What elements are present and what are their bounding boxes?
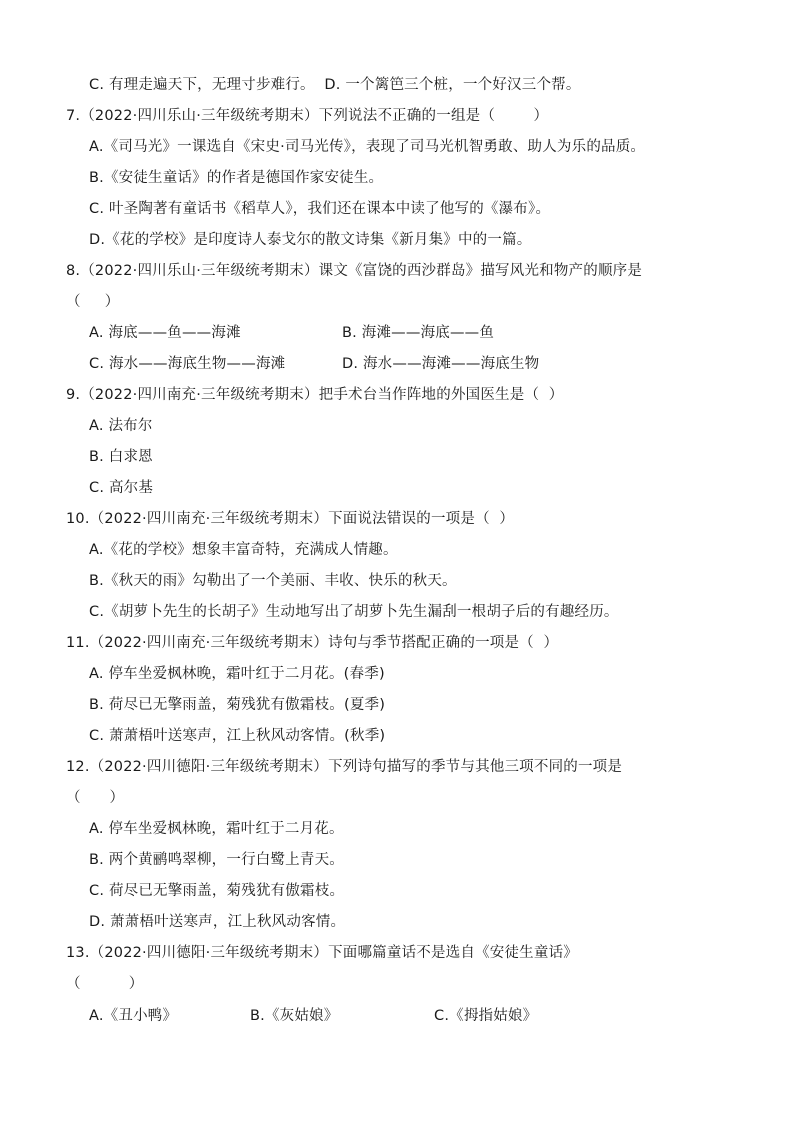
q8-stem: 8.（2022·四川乐山·三年级统考期末）课文《富饶的西沙群岛》描写风光和物产的顺序是	[66, 263, 643, 279]
q7-option-b: B.《安徒生童话》的作者是德国作家安徒生。	[89, 170, 384, 186]
q10-option-a: A.《花的学校》想象丰富奇特，充满成人情趣。	[89, 542, 398, 558]
q7-option-a: A.《司马光》一课选自《宋史·司马光传》，表现了司马光机智勇敢、助人为乐的品质。	[89, 139, 646, 155]
q9-stem: 9.（2022·四川南充·三年级统考期末）把手术台当作阵地的外国医生是（ ）	[66, 387, 564, 403]
q7-option-d: D.《花的学校》是印度诗人泰戈尔的散文诗集《新月集》中的一篇。	[89, 232, 532, 248]
q12-answer-blank: （ ）	[66, 790, 125, 806]
q12-option-b: B. 两个黄鹂鸣翠柳，一行白鹭上青天。	[89, 852, 344, 868]
q12-stem: 12.（2022·四川德阳·三年级统考期末）下列诗句描写的季节与其他三项不同的一项是	[66, 759, 623, 775]
q11-option-b: B. 荷尽已无擎雨盖，菊残犹有傲霜枝。(夏季)	[89, 697, 386, 713]
q10-stem: 10.（2022·四川南充·三年级统考期末）下面说法错误的一项是（ ）	[66, 511, 515, 527]
q9-option-c: C. 高尔基	[89, 480, 154, 496]
q8-option-d: D. 海水——海滩——海底生物	[342, 356, 540, 372]
q8-option-a: A. 海底——鱼——海滩	[89, 325, 241, 341]
q7-option-c: C. 叶圣陶著有童话书《稻草人》，我们还在课本中读了他写的《瀑布》。	[89, 201, 551, 217]
q11-option-c: C. 萧萧梧叶送寒声，江上秋风动客情。(秋季)	[89, 728, 386, 744]
q11-option-a: A. 停车坐爱枫林晚，霜叶红于二月花。(春季)	[89, 666, 385, 682]
q7-stem: 7.（2022·四川乐山·三年级统考期末）下列说法不正确的一组是（ ）	[66, 108, 549, 124]
q11-stem: 11.（2022·四川南充·三年级统考期末）诗句与季节搭配正确的一项是（ ）	[66, 635, 559, 651]
q13-stem: 13.（2022·四川德阳·三年级统考期末）下面哪篇童话不是选自《安徒生童话》	[66, 945, 578, 961]
q9-option-a: A. 法布尔	[89, 418, 153, 434]
q9-option-b: B. 白求恩	[89, 449, 153, 465]
q10-option-c: C.《胡萝卜先生的长胡子》生动地写出了胡萝卜先生漏刮一根胡子后的有趣经历。	[89, 604, 619, 620]
q13-option-b: B.《灰姑娘》	[250, 1008, 339, 1024]
q13-option-a: A.《丑小鸭》	[89, 1008, 178, 1024]
q13-answer-blank: （ ）	[66, 976, 144, 992]
q6-options-cd: C. 有理走遍天下，无理寸步难行。 D. 一个篱笆三个桩，一个好汉三个帮。	[89, 77, 581, 93]
q12-option-a: A. 停车坐爱枫林晚，霜叶红于二月花。	[89, 821, 344, 837]
q12-option-c: C. 荷尽已无擎雨盖，菊残犹有傲霜枝。	[89, 883, 345, 899]
q8-option-c: C. 海水——海底生物——海滩	[89, 356, 286, 372]
q8-answer-blank: （ ）	[66, 294, 120, 310]
q10-option-b: B.《秋天的雨》勾勒出了一个美丽、丰收、快乐的秋天。	[89, 573, 457, 589]
q8-option-b: B. 海滩——海底——鱼	[342, 325, 495, 341]
q13-option-c: C.《拇指姑娘》	[434, 1008, 538, 1024]
q12-option-d: D. 萧萧梧叶送寒声，江上秋风动客情。	[89, 914, 346, 930]
